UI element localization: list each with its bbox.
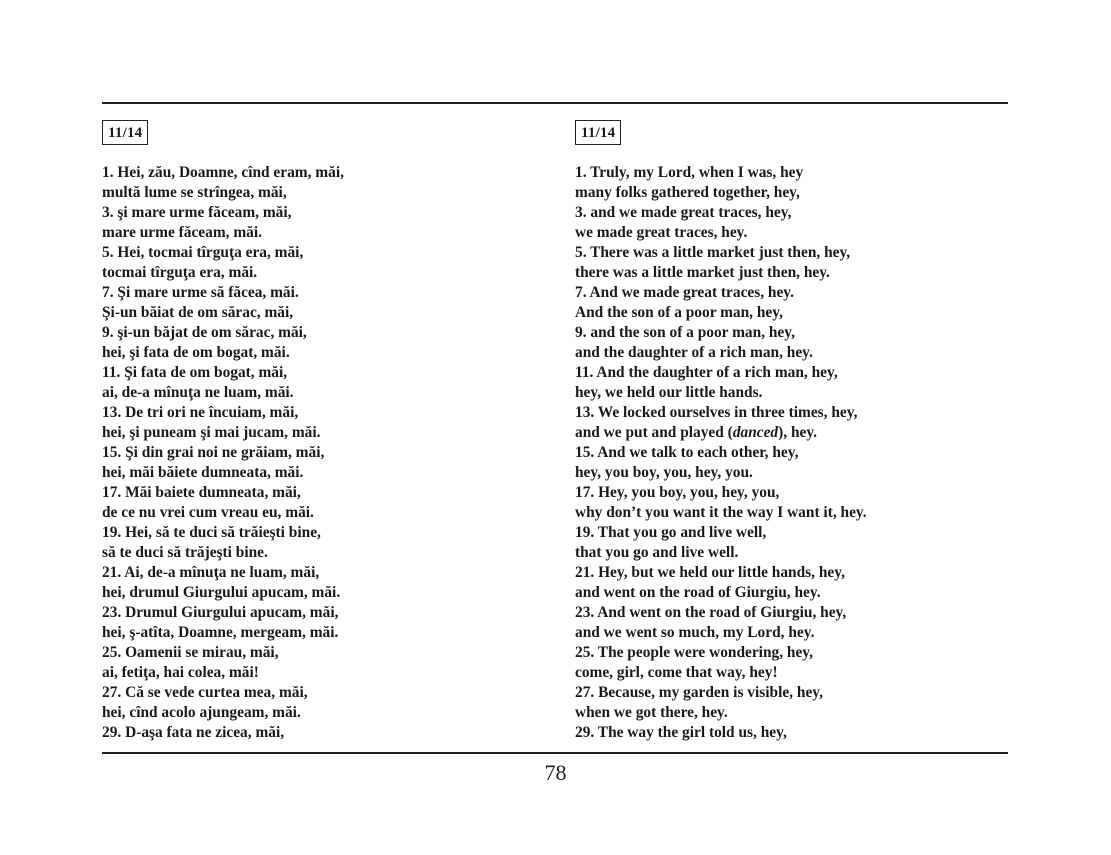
english-verse-lines <box>575 163 1005 743</box>
verse-line: 19. That you go and live well, <box>575 524 767 541</box>
verse-line: ai, fetiţa, hai colea, măi! <box>102 664 259 681</box>
verse-line: 3. and we made great traces, hey, <box>575 204 792 221</box>
verse-line: ai, de-a mînuţa ne luam, măi. <box>102 384 294 401</box>
verse-line: 13. De tri ori ne încuiam, măi, <box>102 404 299 421</box>
verse-line: 17. Hey, you boy, you, hey, you, <box>575 484 780 501</box>
verse-line: 13. We locked ourselves in three times, hey, <box>575 404 858 421</box>
verse-line: we made great traces, hey. <box>575 224 748 241</box>
verse-line: 7. And we made great traces, hey. <box>575 284 794 301</box>
verse-line: many folks gathered together, hey, <box>575 184 800 201</box>
verse-line: mare urme făceam, măi. <box>102 224 262 241</box>
verse-line: 29. The way the girl told us, hey, <box>575 724 787 741</box>
verse-line: there was a little market just then, hey. <box>575 264 830 281</box>
verse-line: 11. Şi fata de om bogat, măi, <box>102 364 288 381</box>
verse-line: 19. Hei, să te duci să trăieşti bine, <box>102 524 321 541</box>
verse-line: 15. And we talk to each other, hey, <box>575 444 799 461</box>
top-rule <box>102 102 1008 104</box>
verse-line: 27. Because, my garden is visible, hey, <box>575 684 823 701</box>
english-column <box>575 120 1005 743</box>
verse-line: 21. Ai, de-a mînuţa ne luam, măi, <box>102 564 320 581</box>
italic-word: danced <box>732 424 779 441</box>
verse-line: and we went so much, my Lord, hey. <box>575 624 815 641</box>
romanian-verse-lines <box>102 163 542 743</box>
verse-line: hei, şi puneam şi mai jucam, măi. <box>102 424 321 441</box>
verse-line: when we got there, hey. <box>575 704 728 721</box>
verse-line: 3. şi mare urme făceam, măi, <box>102 204 292 221</box>
verse-line: And the son of a poor man, hey, <box>575 304 783 321</box>
verse-line: tocmai tîrguţa era, măi. <box>102 264 258 281</box>
verse-line: multă lume se strîngea, măi, <box>102 184 287 201</box>
verse-line: 5. Hei, tocmai tîrguţa era, măi, <box>102 244 304 261</box>
verse-line: why don’t you want it the way I want it, hey. <box>575 504 867 521</box>
verse-line: Şi-un băiat de om sărac, măi, <box>102 304 294 321</box>
verse-line: hei, ş-atîta, Doamne, mergeam, măi. <box>102 624 339 641</box>
verse-line: 5. There was a little market just then, hey, <box>575 244 851 261</box>
verse-line: 9. and the son of a poor man, hey, <box>575 324 795 341</box>
verse-line: 23. And went on the road of Giurgiu, hey, <box>575 604 847 621</box>
verse-line: să te duci să trăjeşti bine. <box>102 544 268 561</box>
verse-line: and we put and played (danced), hey. <box>575 424 818 441</box>
verse-line: 23. Drumul Giurgului apucam, măi, <box>102 604 339 621</box>
verse-line: 1. Truly, my Lord, when I was, hey <box>575 164 804 181</box>
verse-line: and went on the road of Giurgiu, hey. <box>575 584 821 601</box>
verse-line: hey, you boy, you, hey, you. <box>575 464 753 481</box>
verse-line: hei, măi băiete dumneata, măi. <box>102 464 304 481</box>
verse-line: 21. Hey, but we held our little hands, hey, <box>575 564 845 581</box>
verse-line: 27. Că se vede curtea mea, măi, <box>102 684 308 701</box>
verse-line: 1. Hei, zău, Doamne, cînd eram, măi, <box>102 164 344 181</box>
verse-line: 25. Oamenii se mirau, măi, <box>102 644 279 661</box>
verse-line: 29. D-aşa fata ne zicea, măi, <box>102 724 285 741</box>
verse-line: that you go and live well. <box>575 544 739 561</box>
song-number-tag: 11/14 <box>102 120 148 145</box>
verse-line: de ce nu vrei cum vreau eu, măi. <box>102 504 314 521</box>
verse-line: 7. Şi mare urme să făcea, măi. <box>102 284 299 301</box>
verse-line: 17. Măi baiete dumneata, măi, <box>102 484 301 501</box>
verse-line: and the daughter of a rich man, hey. <box>575 344 813 361</box>
verse-line: hey, we held our little hands. <box>575 384 763 401</box>
verse-line: hei, drumul Giurgului apucam, măi. <box>102 584 341 601</box>
page-number: 78 <box>544 760 567 785</box>
verse-line: 9. şi-un băjat de om sărac, măi, <box>102 324 307 341</box>
verse-line: 25. The people were wondering, hey, <box>575 644 813 661</box>
romanian-column <box>102 120 542 743</box>
verse-line: hei, şi fata de om bogat, măi. <box>102 344 290 361</box>
bottom-rule <box>102 752 1008 754</box>
verse-line: 15. Şi din grai noi ne grăiam, măi, <box>102 444 325 461</box>
verse-line: 11. And the daughter of a rich man, hey, <box>575 364 838 381</box>
song-number-tag: 11/14 <box>575 120 621 145</box>
verse-line: hei, cînd acolo ajungeam, măi. <box>102 704 301 721</box>
verse-line: come, girl, come that way, hey! <box>575 664 778 681</box>
